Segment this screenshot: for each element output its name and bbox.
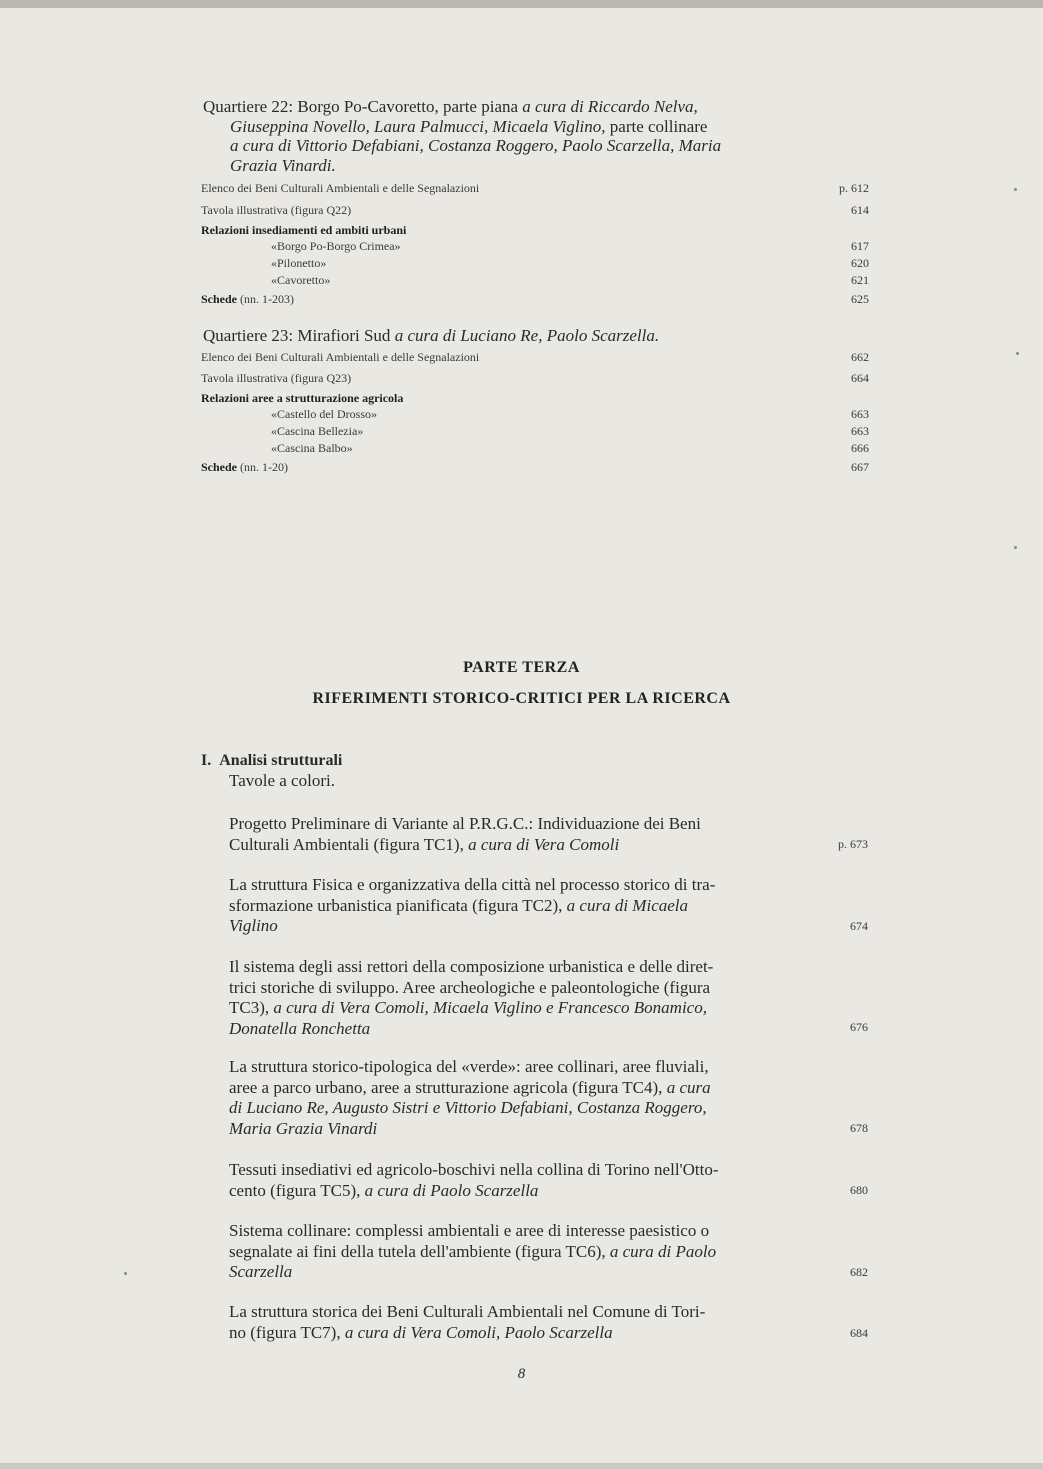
toc-subrow: «Cavoretto» 621: [271, 273, 869, 287]
toc-row: Schede (nn. 1-203) 625: [201, 292, 869, 306]
toc-subrow: «Cascina Bellezia» 663: [271, 424, 869, 438]
toc-entry: Sistema collinare: complessi ambientali e aree di interesse paesistico o segnalate ai fini della tutela dell'ambiente (figura TC6), a cura di Paolo Scarzella: [229, 1221, 717, 1281]
entry-page: 680: [850, 1183, 868, 1197]
q22-curators-3: a cura di Vittorio Defabiani, Costanza Roggero, Paolo Scarzella, Maria: [230, 136, 722, 155]
entry-page: p. 673: [838, 837, 868, 851]
q22-lead: Quartiere 22: Borgo Po-Cavoretto, parte piana: [203, 97, 523, 116]
scan-speck: [1014, 188, 1017, 191]
toc-entry: Progetto Preliminare di Variante al P.R.G.C.: Individuazione dei Beni Culturali Ambientali (figura TC1), a cura di Vera Comoli: [229, 814, 701, 854]
section-heading: I. Analisi strutturali: [201, 752, 343, 769]
q23-heading: [203, 326, 815, 346]
entry-page: 676: [850, 1020, 868, 1034]
scan-speck: [1016, 352, 1019, 355]
q22-heading: [203, 97, 815, 175]
toc-entry: La struttura storico-tipologica del «verde»: aree collinari, aree fluviali, aree a parco urbano, aree a strutturazione agricola (figura TC4), a cura di Luciano Re, Augusto Sistri e Vittorio Defabiani, Costanza Roggero, Maria Grazia Vinardi: [229, 1057, 711, 1138]
toc-row: Elenco dei Beni Culturali Ambientali e delle Segnalazioni p. 612: [201, 181, 869, 195]
scan-speck: [124, 1272, 127, 1275]
toc-row: Schede (nn. 1-20) 667: [201, 460, 869, 474]
entry-page: 682: [850, 1265, 868, 1279]
toc-subrow: «Castello del Drosso» 663: [271, 407, 869, 421]
toc-subrow: «Cascina Balbo» 666: [271, 441, 869, 455]
toc-row: Tavola illustrativa (figura Q23) 664: [201, 371, 869, 385]
toc-entry: Tessuti insediativi ed agricolo-boschivi nella collina di Torino nell'Otto- cento (figura TC5), a cura di Paolo Scarzella: [229, 1160, 719, 1200]
toc-subheading: Relazioni aree a strutturazione agricola: [201, 391, 404, 405]
section-subtitle: Tavole a colori.: [229, 771, 335, 790]
scan-speck: [1014, 546, 1017, 549]
toc-row: Elenco dei Beni Culturali Ambientali e delle Segnalazioni 662: [201, 350, 869, 364]
part-title: PARTE TERZA: [463, 659, 580, 676]
entry-page: 678: [850, 1121, 868, 1135]
toc-entry: La struttura storica dei Beni Culturali Ambientali nel Comune di Tori- no (figura TC7), a cura di Vera Comoli, Paolo Scarzella: [229, 1302, 706, 1342]
q23-curators: a cura di Luciano Re, Paolo Scarzella.: [394, 326, 660, 345]
toc-subheading: Relazioni insediamenti ed ambiti urbani: [201, 223, 407, 237]
part-subtitle: RIFERIMENTI STORICO-CRITICI PER LA RICERCA: [312, 690, 731, 707]
toc-entry: Il sistema degli assi rettori della composizione urbanistica e delle diret- trici storiche di sviluppo. Aree archeologiche e paleontologiche (figura TC3), a cura di Vera Comoli, Micaela Viglino e Francesco Bonamico, Donatella Ronchetta: [229, 957, 714, 1038]
q22-curators-2: Giuseppina Novello, Laura Palmucci, Micaela Viglino,: [230, 116, 606, 136]
toc-subrow: «Borgo Po-Borgo Crimea» 617: [271, 239, 869, 253]
toc-row: Tavola illustrativa (figura Q22) 614: [201, 203, 869, 217]
q22-collinare: parte collinare: [605, 116, 708, 136]
page-number: 8: [517, 1366, 526, 1382]
q23-lead: Quartiere 23: Mirafiori Sud: [203, 326, 395, 345]
q22-curators-4: Grazia Vinardi.: [230, 155, 336, 175]
q22-curators-1: a cura di Riccardo Nelva,: [522, 97, 698, 116]
entry-page: 674: [850, 919, 868, 933]
entry-page: 684: [850, 1326, 868, 1340]
toc-subrow: «Pilonetto» 620: [271, 256, 869, 270]
toc-entry: La struttura Fisica e organizzativa della città nel processo storico di tra- sformazione urbanistica pianificata (figura TC2), a cura di Micaela Viglino: [229, 875, 716, 935]
